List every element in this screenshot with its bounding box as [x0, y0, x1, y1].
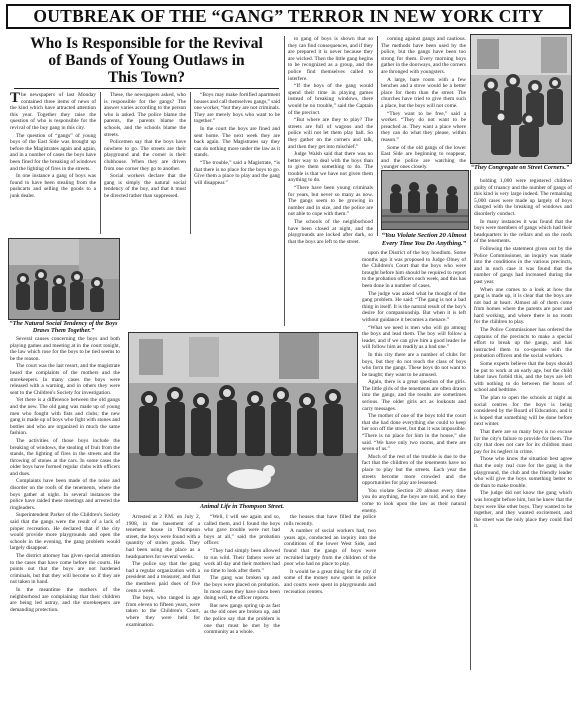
photo-illustration — [9, 239, 119, 319]
article-text-column: the houses that have filled the police rolls recently. A number of social workers had, two years ago, conducted an inquiry into the conditions of the lower West Side, and found that the gangs of boys were recruited largely from the children of the poor who had no place to play. It would be a great thing for the city if some of the money now spent in police and courts were spent in playgrounds and recreation centers. — [284, 514, 376, 595]
masthead — [6, 4, 571, 29]
article-text-column: The newspapers of last Monday contained three items of news of the kind which have attracted attention this year. Together they raise the question of who is responsible for the revival of the boy gang in this city. The question of “gangs” of young boys of the East Side was brought up before the Magistrates again and again, and in a number of cases the boys have been fined for the breaking of windows and the lighting of fires in the streets. In one instance a gang of boys was found to have been stealing from the pushcarts and selling the goods to a junk dealer. — [10, 90, 96, 199]
column-divider — [100, 92, 101, 234]
column-divider — [377, 36, 378, 236]
article-text-column: These, the newspapers asked, who is responsible for the gangs? The answer varies according to the person who is asked. The police blame the parents, the parents blame the schools, and the schools blame the streets. Policemen say that the boys have nowhere to go. The streets are their playground and the corner is their clubhouse. When they are driven from one corner they go to another. Social workers declare that the gang is simply the natural social tendency of the boy, and that it must be directed rather than suppressed. — [104, 92, 186, 199]
boys-group-photo — [8, 238, 120, 320]
column-divider — [190, 92, 191, 234]
article-text-column: “Boys may make fortified apartment houses and call themselves gangs,” said one worker, “but they are not criminals. They are merely boys who want to be together.” In the court the boys are fined and sent home. The next week they are back again. The Magistrates say they can do nothing more under the law as it stands. “The trouble,” said a Magistrate, “is that there is no place for the boys to go. Give them a place to play and the gang will disappear.” — [194, 92, 280, 186]
divider — [14, 88, 279, 89]
page-title: OUTBREAK OF THE “GANG” TERROR IN NEW YORK CITY — [33, 5, 544, 26]
column-divider — [284, 36, 285, 326]
article-text-column: holding 1,000 were registered children guilty of truancy and the number of gangs of this kind is very large indeed. The remaining 5,000 cases were made up largely of boys charged with the breaking of windows and disorderly conduct. In many instances it was found that the boys were members of gangs which had their headquarters in the cellars and on the roofs of the tenements. Following the statement given out by the Police Commissioner, an inquiry was made into the conditions in the various precincts, and in each case it was found that the number of gangs had increased during the past year. When one comes to a look at how the gang is made up, it is clear that the boys are not bad at heart. Almost all of them come from homes where the parents are poor and hard working, and where there is no room for the children to play. The Police Commissioner has ordered the captains of the precincts to make a special effort to break up the gangs, and has instructed them to co-operate with the probation officers and the social workers. Some experts believe that the boys should be put to work at an early age, but the child labor laws forbid this, and the boys are left with nothing to do between the hours of school and bedtime. The plan to open the schools at night as social centres for the boys is being considered by the Board of Education, and it is hoped that something will be done before next winter. That there are so many boys is no excuse for the city's failure to provide for them. The city that does not care for its children must pay for its neglect in crime. Those who know the situation best agree that the only real cure for the gang is the playground, the club and the friendly leader who will give the boys something better to do than to make trouble. The judge did not know the gang which was brought before him, but he knew that the boys were like other boys. They wanted to be together, and they wanted excitement, and the street was the only place they could find it. — [474, 178, 572, 530]
article-text-column: coming against gangs and cautious. The methods have been used by the police, but the gangs have been too strong for them. Every morning boys gather in the doorways, and the corners are thronged with youngsters. A large, bare room with a few benches and a stove would be a better place for them than the street. The churches have tried to give them such a place, but the boys will not come. “They want to be free,” said a worker. “They do not want to be preached at. They want a place where they can do what they please, within reason.” Some of the old gangs of the lower East Side are beginning to reappear, and the police are watching the younger ones closely. — [381, 36, 466, 171]
headline-line: of Bands of Young Outlaws in — [48, 52, 245, 69]
article-headline — [14, 35, 279, 86]
photo-caption — [378, 232, 470, 247]
article-text-column: “Well, I will see again and so, called them, and I found the boys who gave trouble were not bad boys at all,” said the probation officer. “They had simply been allowed to run wild. Their fathers were at work all day and their mothers had no time to look after them.” The gang was broken up and the boys were placed on probation. In most cases they have since been doing well, the officer reports. But new gangs spring up as fast as the old ones are broken up, and the police say that the problem is one that must be met by the community as a whole. — [204, 514, 280, 636]
headline-line: Who Is Responsible for the Revival — [30, 35, 263, 52]
article-text-column: upon the District of the boy hoodlum. Some months ago it was proposed to Judge Olney of the Children's Court that the boys who were brought before him should be required to report to the probation officers each week, and this has been done in a number of cases. The judge was asked what he thought of the gang problem. He said: “The gang is not a bad thing in itself. It is the natural result of the boy's desire for companionship. But when it is left without guidance it becomes a menace.” “What we need is men who will go among the boys and lead them. The boy will follow a leader, and if we can give him a good leader he will follow him as readily as a bad one.” In this city there are a number of clubs for boys, but they do not reach the class of boys who form the gangs. These boys do not want to be taught; they want to be amused. Again, there is a great question of the girls. The little girls of the tenements are often drawn into the gangs, and the results are sometimes serious. The older girls act as lookouts and carry messages. The mother of one of the boys told the court that she had done everything she could to keep her son off the street, but that it was impossible. “There is no place for him in the house,” she said. “We have only two rooms, and there are seven of us.” Much of the rest of the trouble is due to the fact that the children of the tenements have no place to play but the streets. Each year the streets become more crowded and the opportunities for play are lessened. You violate Section 20 almost every time you do anything, the boys are told, and so they come to look upon the law as their natural enemy. — [362, 250, 466, 514]
boys-on-steps-photo — [381, 170, 469, 230]
photo-caption: “They Congregate on Street Corners.” — [470, 164, 570, 171]
article-text-column: to gang of boys is shown that so they can find consequences, and if they are prepared it is never because they are wicked. Then the little gang begins to be recognized as a group, and the police find themselves called to interfere. “If the boys of the gang would spend their time in playing games instead of breaking windows, there would be no trouble,” said the Captain of the precinct. “But where are they to play? The streets are full of wagons and the police will not let them play ball. So they gather on the corners and talk, and then they get into mischief.” Judge Walsh said that there was no better way to deal with the boys than to give them something to do. The trouble is that we have not given them anything to do. “There have been young criminals for years, but never so many as now. The gangs seem to be growing in number and in size, and the police are not able to cope with them.” The schools of the neighborhood have been closed at night, and the playgrounds are locked after dark, so that the boys are left to the street. — [288, 36, 373, 245]
photo-illustration — [471, 35, 571, 163]
article-text-column: Arrested at 2 P.M. on July 2, 1908, in the basement of a tenement house in Thompson street, the boys were found with a quantity of stolen goods. They had been using the place as a headquarters for several weeks. The police say that the gang had a regular organization with a president and a treasurer, and that the members paid dues of five cents a week. The boys, who ranged in age from eleven to fifteen years, were taken to the Children's Court, where they were held for examination. — [126, 514, 200, 628]
photo-caption-line: Every Time You Do Anything.” — [381, 239, 467, 247]
photo-illustration — [382, 171, 468, 229]
photo-caption-line: “You Violate Section 20 Almost — [381, 232, 467, 239]
gang-street-corner-photo — [470, 34, 572, 164]
thompson-street-photo — [128, 332, 358, 502]
photo-caption: Animal Life in Thompson Street. — [199, 503, 285, 510]
photo-caption: “The Natural Social Tendency of the Boys Draws Them Together.” — [9, 320, 118, 334]
headline-line: This Town? — [107, 69, 186, 86]
column-divider — [470, 170, 471, 670]
photo-illustration — [129, 333, 357, 501]
article-text-column: Several causes concerning the boys and both playing games and meeting at in the court tonight, the law which rose for the boys to be tied seems to be the reason. The court was the last resort, and the magistrate heard the complaints of the mothers and the storekeepers. In many cases the boys were released with a warning, and in others they were sent to the Children's Society for investigation. Yet there is a difference between the old gangs and the new. The old gang was made up of young men who fought with fists and clubs; the new gang is made up of boys who fight with stones and bottles and who are organized in much the same fashion. The activities of those boys include the breaking of windows, the stealing of fruit from the stands, the lighting of fires in the streets and the throwing of stones at the cars. In some cases the older boys have formed regular clubs with officers and dues. Complaints have been made of the noise and disorder on the roofs of the tenements, where the boys gather at night. In several instances the police have raided these meetings and arrested the ringleaders. Superintendent Parker of the Children's Society said that the gangs were the result of a lack of proper recreation. He declared that if the city would provide more playgrounds and open the schools in the evening, the gang problem would largely disappear. The district attorney has given special attention to the cases that have come before the courts. He points out that the boys are not hardened criminals, but that they will become so if they are not taken in hand. In the meantime the mothers of the neighborhood are complaining that their children are being led astray, and the storekeepers are demanding protection. — [10, 336, 120, 613]
